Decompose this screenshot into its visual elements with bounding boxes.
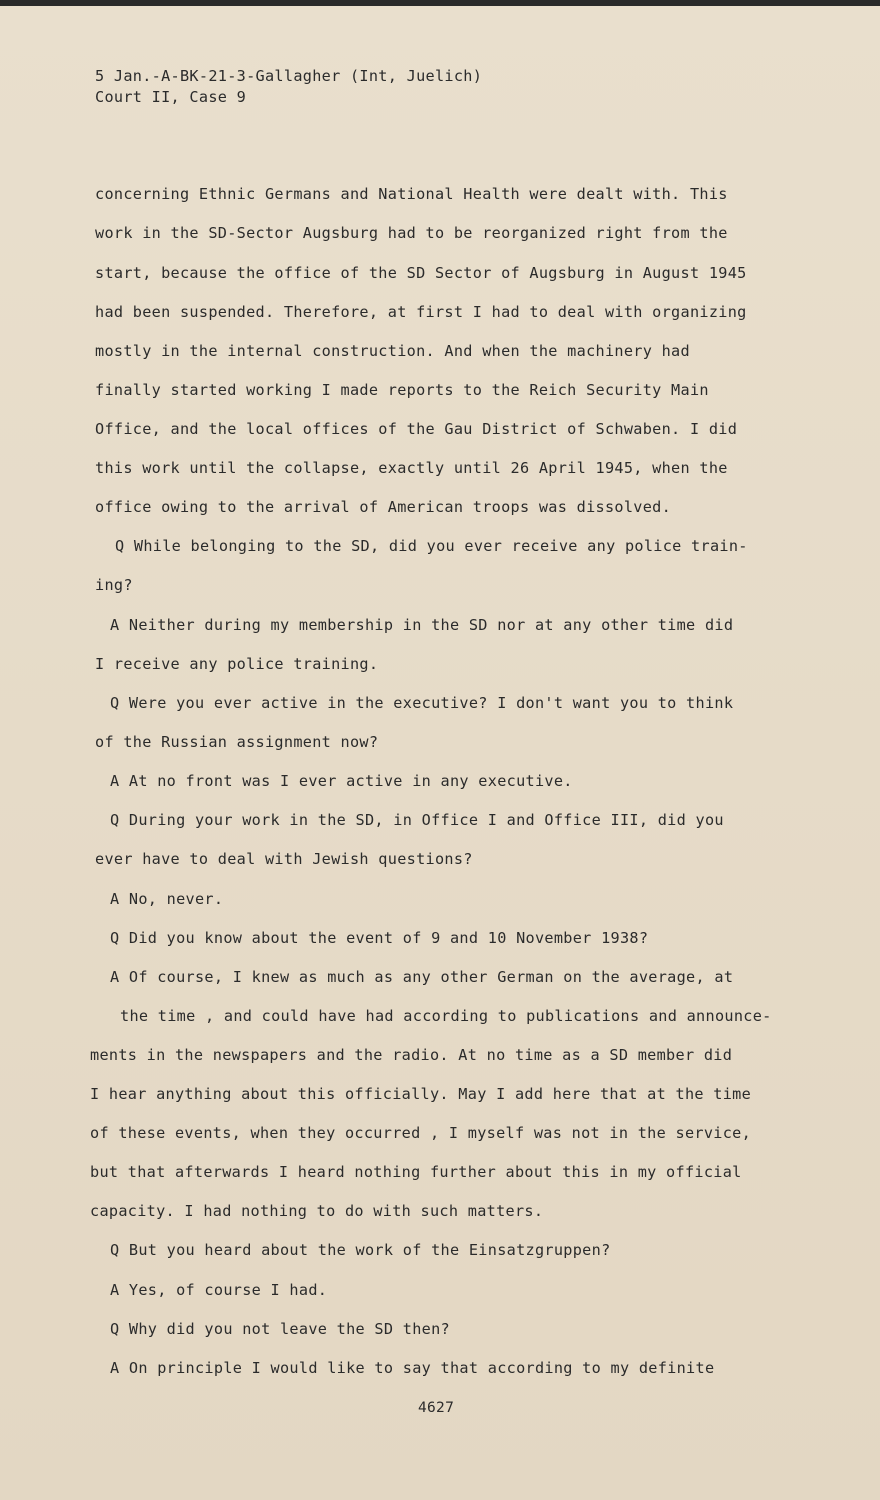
transcript-answer: A At no front was I ever active in any executive.	[110, 772, 573, 790]
transcript-line: I receive any police training.	[95, 655, 379, 673]
transcript-answer: A No, never.	[110, 890, 224, 908]
transcript-line: finally started working I made reports to the Reich Security Main	[95, 381, 709, 399]
transcript-line: mostly in the internal construction. And when the machinery had	[95, 342, 690, 360]
transcript-line: the time , and could have had according to publications and announce-	[120, 1007, 772, 1025]
transcript-question: Q During your work in the SD, in Office I and Office III, did you	[110, 811, 724, 829]
transcript-line: concerning Ethnic Germans and National Health were dealt with. This	[95, 185, 728, 203]
document-page	[0, 6, 880, 1500]
transcript-line: capacity. I had nothing to do with such matters.	[90, 1202, 544, 1220]
transcript-answer: A Of course, I knew as much as any other German on the average, at	[110, 968, 734, 986]
transcript-line: of these events, when they occurred , I myself was not in the service,	[90, 1124, 752, 1142]
transcript-line: ever have to deal with Jewish questions?	[95, 850, 473, 868]
transcript-line: Office, and the local offices of the Gau District of Schwaben. I did	[95, 420, 738, 438]
transcript-question: Q Did you know about the event of 9 and 10 November 1938?	[110, 929, 649, 947]
page-number: 4627	[418, 1400, 455, 1416]
transcript-line: ing?	[95, 576, 133, 594]
transcript-question: Q Were you ever active in the executive? I don't want you to think	[110, 694, 734, 712]
document-header-reference: 5 Jan.-A-BK-21-3-Gallagher (Int, Juelich)	[95, 67, 483, 85]
transcript-question: Q But you heard about the work of the Einsatzgruppen?	[110, 1241, 611, 1259]
transcript-line: but that afterwards I heard nothing further about this in my official	[90, 1163, 742, 1181]
transcript-line: office owing to the arrival of American troops was dissolved.	[95, 498, 672, 516]
transcript-answer: A Neither during my membership in the SD nor at any other time did	[110, 616, 734, 634]
document-header-court: Court II, Case 9	[95, 88, 247, 106]
transcript-answer: A On principle I would like to say that according to my definite	[110, 1359, 715, 1377]
transcript-question: Q While belonging to the SD, did you ever receive any police train-	[115, 537, 748, 555]
transcript-line: ments in the newspapers and the radio. At no time as a SD member did	[90, 1046, 733, 1064]
transcript-line: this work until the collapse, exactly until 26 April 1945, when the	[95, 459, 728, 477]
transcript-line: had been suspended. Therefore, at first I had to deal with organizing	[95, 303, 747, 321]
transcript-line: start, because the office of the SD Sector of Augsburg in August 1945	[95, 264, 747, 282]
transcript-line: work in the SD-Sector Augsburg had to be reorganized right from the	[95, 224, 728, 242]
transcript-line: of the Russian assignment now?	[95, 733, 379, 751]
transcript-line: I hear anything about this officially. May I add here that at the time	[90, 1085, 752, 1103]
transcript-question: Q Why did you not leave the SD then?	[110, 1320, 450, 1338]
transcript-answer: A Yes, of course I had.	[110, 1281, 328, 1299]
